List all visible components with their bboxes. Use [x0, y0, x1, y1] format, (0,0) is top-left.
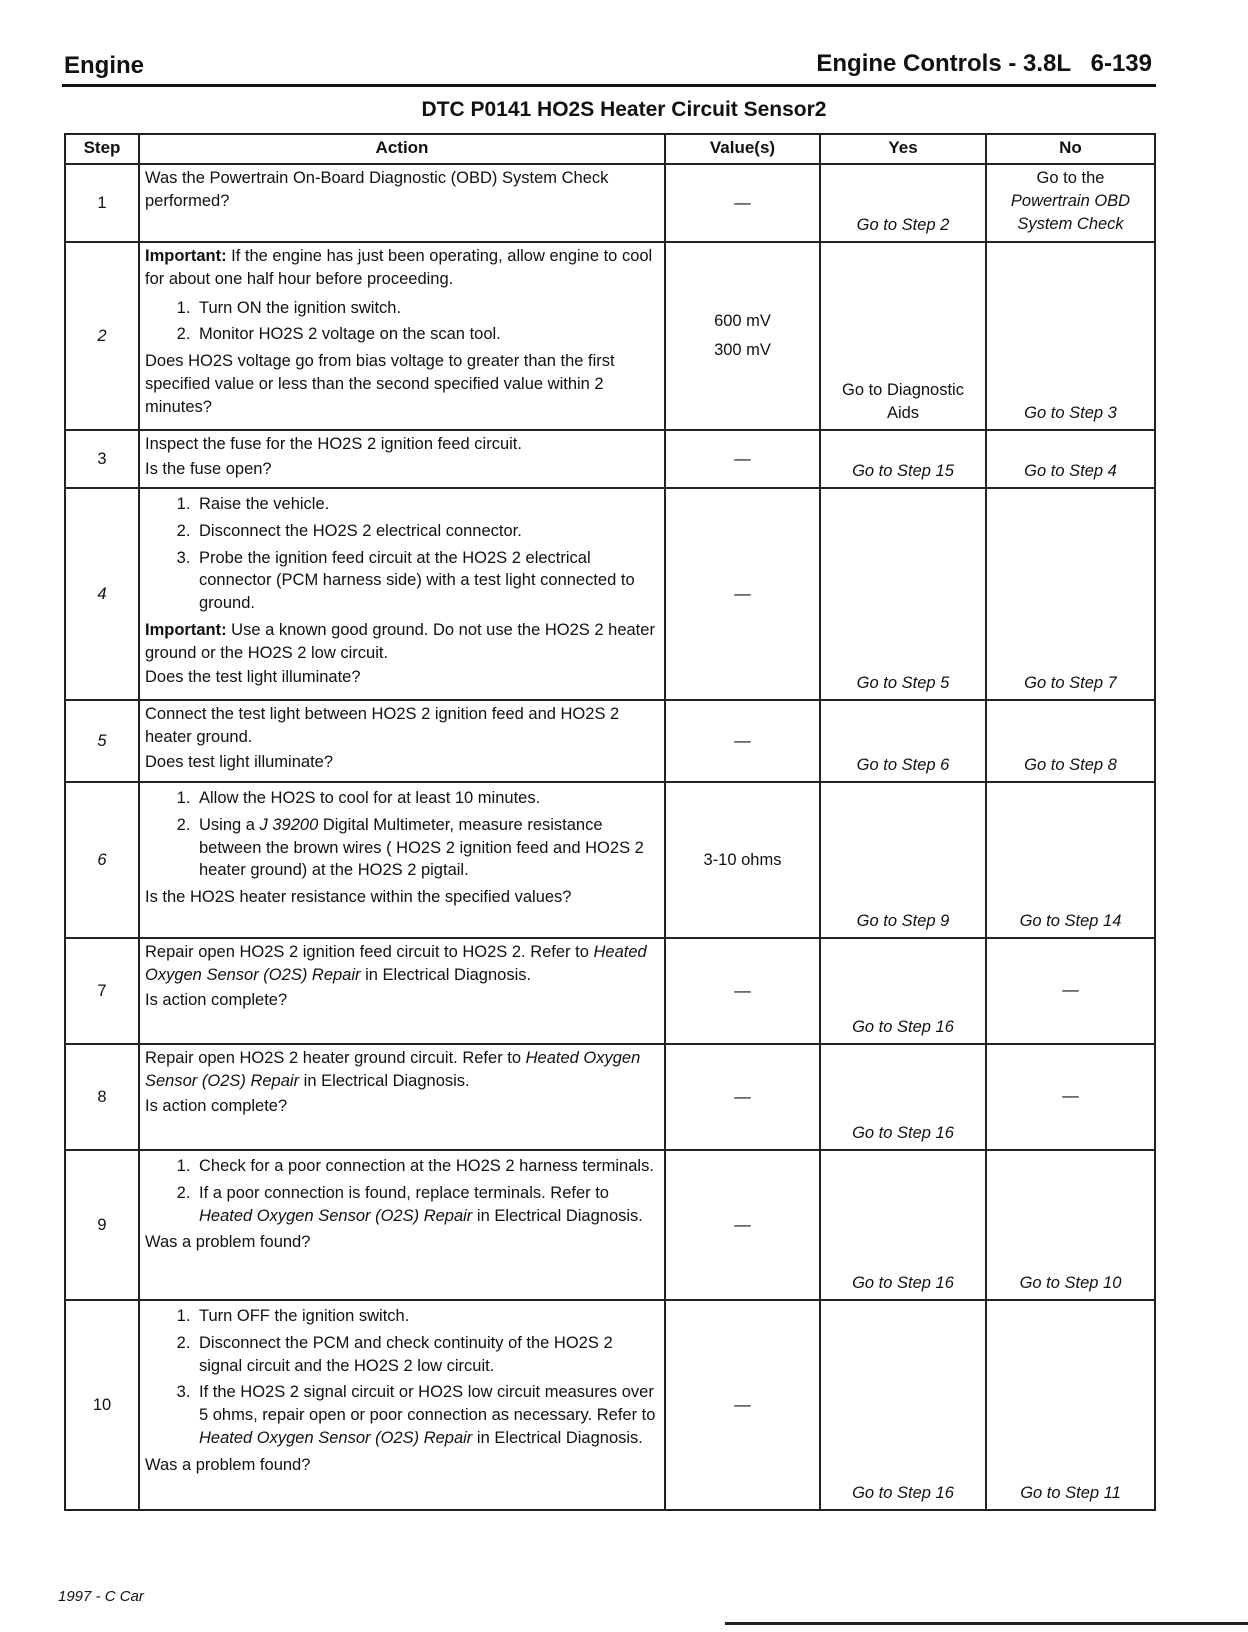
tool-reference: J 39200 [259, 815, 319, 834]
action-cell [139, 700, 665, 782]
action-text-part: Repair open HO2S 2 heater ground circuit. Refer to [145, 1049, 526, 1067]
procedure-title: DTC P0141 HO2S Heater Circuit Sensor2 [421, 98, 827, 121]
list-item: 2. Disconnect the HO2S 2 electrical connector. [195, 520, 659, 543]
action-cell [139, 242, 665, 430]
column-header-values: Value(s) [665, 134, 820, 164]
repair-reference: Heated Oxygen Sensor (O2S) Repair [199, 1428, 473, 1447]
values-cell: — [665, 430, 820, 488]
action-cell [139, 782, 665, 938]
step-number: 7 [65, 938, 139, 1044]
table-row [65, 430, 1155, 488]
table-header-row [65, 134, 1155, 164]
table-row [65, 242, 1155, 430]
table-row [65, 1150, 1155, 1300]
no-cell: Go to Step 10 [986, 1150, 1155, 1300]
procedure-list [145, 297, 659, 347]
yes-cell: Go to Step 16 [820, 1044, 986, 1150]
question-text: Does HO2S voltage go from bias voltage to greater than the first specified value or less than the second specified value within 2 minutes? [145, 352, 615, 416]
no-cell: Go to Step 3 [986, 242, 1155, 430]
action-text-part: in Electrical Diagnosis. [360, 965, 532, 984]
step-number: 8 [65, 1044, 139, 1150]
list-item: 1. Turn OFF the ignition switch. [195, 1305, 659, 1328]
table-row [65, 164, 1155, 242]
list-item-text: Digital Multimeter, measure resistance between the brown wires ( HO2S 2 ignition feed and HO2S 2 heater ground) at the HO2S 2 pigtail. [199, 815, 644, 880]
list-item: 1. Check for a poor connection at the HO2S 2 harness terminals. [195, 1155, 659, 1178]
step-number: 9 [65, 1150, 139, 1300]
action-cell [139, 488, 665, 700]
list-item: 1. Turn ON the ignition switch. [195, 297, 659, 320]
action-text: Inspect the fuse for the HO2S 2 ignition feed circuit. [145, 435, 522, 453]
no-cell [986, 164, 1155, 242]
no-cell: Go to Step 7 [986, 488, 1155, 700]
yes-cell: Go to Step 5 [820, 488, 986, 700]
action-cell [139, 1044, 665, 1150]
values-cell: 3-10 ohms [665, 782, 820, 938]
question-text: Was a problem found? [145, 1455, 311, 1474]
step-number: 10 [65, 1300, 139, 1510]
list-item: 2. Disconnect the PCM and check continuity of the HO2S 2 signal circuit and the HO2S 2 low circuit. [195, 1332, 659, 1378]
yes-cell: Go to Diagnostic Aids [820, 242, 986, 430]
table-row [65, 782, 1155, 938]
step-number: 3 [65, 430, 139, 488]
step-number: 2 [65, 242, 139, 430]
question-text: Does the test light illuminate? [145, 668, 361, 687]
table-row [65, 1300, 1155, 1510]
action-text: Connect the test light between HO2S 2 ignition feed and HO2S 2 heater ground. [145, 705, 620, 746]
list-item-text: Using a [199, 815, 260, 834]
values-cell: — [665, 700, 820, 782]
values-cell: — [665, 1300, 820, 1510]
no-cell: — [986, 1044, 1155, 1150]
question-text: Does test light illuminate? [145, 752, 334, 771]
values-cell: — [665, 164, 820, 242]
action-text [145, 1047, 659, 1093]
step-number: 5 [65, 700, 139, 782]
column-header-action: Action [139, 134, 665, 164]
list-item: 3. Probe the ignition feed circuit at the HO2S 2 electrical connector (PCM harness side) with a test light connected to ground. [195, 547, 659, 615]
procedure-list [145, 787, 659, 882]
repair-reference: Heated Oxygen Sensor (O2S) Repair [199, 1206, 473, 1225]
list-item-text: in Electrical Diagnosis. [472, 1428, 643, 1447]
page-header [62, 48, 1156, 87]
procedure-list [145, 493, 659, 615]
list-item [195, 1381, 659, 1449]
table-row [65, 1044, 1155, 1150]
action-text-part: in Electrical Diagnosis. [299, 1071, 470, 1090]
values-cell [665, 242, 820, 430]
repair-reference: Heated Oxygen Sensor (O2S) Repair [145, 943, 647, 984]
important-label: Important: [145, 247, 227, 265]
yes-cell: Go to Step 16 [820, 938, 986, 1044]
no-cell: Go to Step 11 [986, 1300, 1155, 1510]
question-text: Is the fuse open? [145, 459, 272, 478]
list-item: 1. Raise the vehicle. [195, 493, 659, 516]
column-header-no: No [986, 134, 1155, 164]
list-item-text: If a poor connection is found, replace terminals. Refer to [199, 1183, 609, 1202]
no-cell: — [986, 938, 1155, 1044]
question-text: Is action complete? [145, 990, 288, 1009]
list-item: 1. Allow the HO2S to cool for at least 10 minutes. [195, 787, 659, 810]
action-cell [139, 938, 665, 1044]
list-item-text: in Electrical Diagnosis. [472, 1206, 643, 1225]
table-row [65, 488, 1155, 700]
action-cell [139, 430, 665, 488]
yes-cell: Go to Step 16 [820, 1300, 986, 1510]
no-cell: Go to Step 14 [986, 782, 1155, 938]
no-cell-prefix: Go to the [1036, 169, 1105, 187]
list-item [195, 814, 659, 882]
value-300mv: 300 mV [714, 341, 771, 359]
question-text: Was a problem found? [145, 1233, 311, 1252]
yes-cell: Go to Step 9 [820, 782, 986, 938]
values-cell: — [665, 1044, 820, 1150]
list-item-text: If the HO2S 2 signal circuit or HO2S low circuit measures over 5 ohms, repair open or poor connection as necessary. Refer to [199, 1383, 656, 1425]
question-text: Is action complete? [145, 1096, 288, 1115]
step-number: 1 [65, 164, 139, 242]
yes-cell: Go to Step 15 [820, 430, 986, 488]
list-item: 2. Monitor HO2S 2 voltage on the scan tool. [195, 323, 659, 346]
page-footer: 1997 - C Car [58, 1588, 144, 1605]
column-header-step: Step [65, 134, 139, 164]
yes-cell: Go to Step 2 [820, 164, 986, 242]
important-text: If the engine has just been operating, allow engine to cool for about one half hour before proceeding. [145, 247, 653, 288]
table-row [65, 938, 1155, 1044]
values-cell: — [665, 1150, 820, 1300]
repair-reference: Heated Oxygen Sensor (O2S) Repair [145, 1049, 641, 1090]
diagnostic-table [64, 133, 1156, 1511]
step-number: 6 [65, 782, 139, 938]
value-600mv: 600 mV [714, 312, 771, 331]
step-number: 4 [65, 488, 139, 700]
values-cell: — [665, 488, 820, 700]
procedure-list [145, 1155, 659, 1227]
important-label: Important: [145, 620, 227, 639]
list-item [195, 1182, 659, 1228]
action-text [145, 941, 659, 987]
no-cell: Go to Step 4 [986, 430, 1155, 488]
no-cell: Go to Step 8 [986, 700, 1155, 782]
important-note [145, 619, 659, 665]
page-section-number: Engine Controls - 3.8L 6-139 [816, 50, 1152, 77]
yes-cell: Go to Step 16 [820, 1150, 986, 1300]
action-text: Was the Powertrain On-Board Diagnostic (OBD) System Check performed? [145, 169, 609, 210]
action-cell [139, 164, 665, 242]
procedure-list [145, 1305, 659, 1450]
important-text: Use a known good ground. Do not use the HO2S 2 heater ground or the HO2S 2 low circuit. [145, 620, 655, 662]
important-note [145, 245, 659, 291]
action-text-part: Repair open HO2S 2 ignition feed circuit to HO2S 2. Refer to [145, 943, 594, 961]
action-cell [139, 1150, 665, 1300]
section-title: Engine [64, 52, 145, 79]
scan-edge-line [725, 1622, 1248, 1625]
no-cell-reference: Powertrain OBD System Check [1010, 191, 1131, 233]
yes-cell: Go to Step 6 [820, 700, 986, 782]
question-text: Is the HO2S heater resistance within the specified values? [145, 888, 572, 907]
values-cell: — [665, 938, 820, 1044]
table-row [65, 700, 1155, 782]
column-header-yes: Yes [820, 134, 986, 164]
action-cell [139, 1300, 665, 1510]
